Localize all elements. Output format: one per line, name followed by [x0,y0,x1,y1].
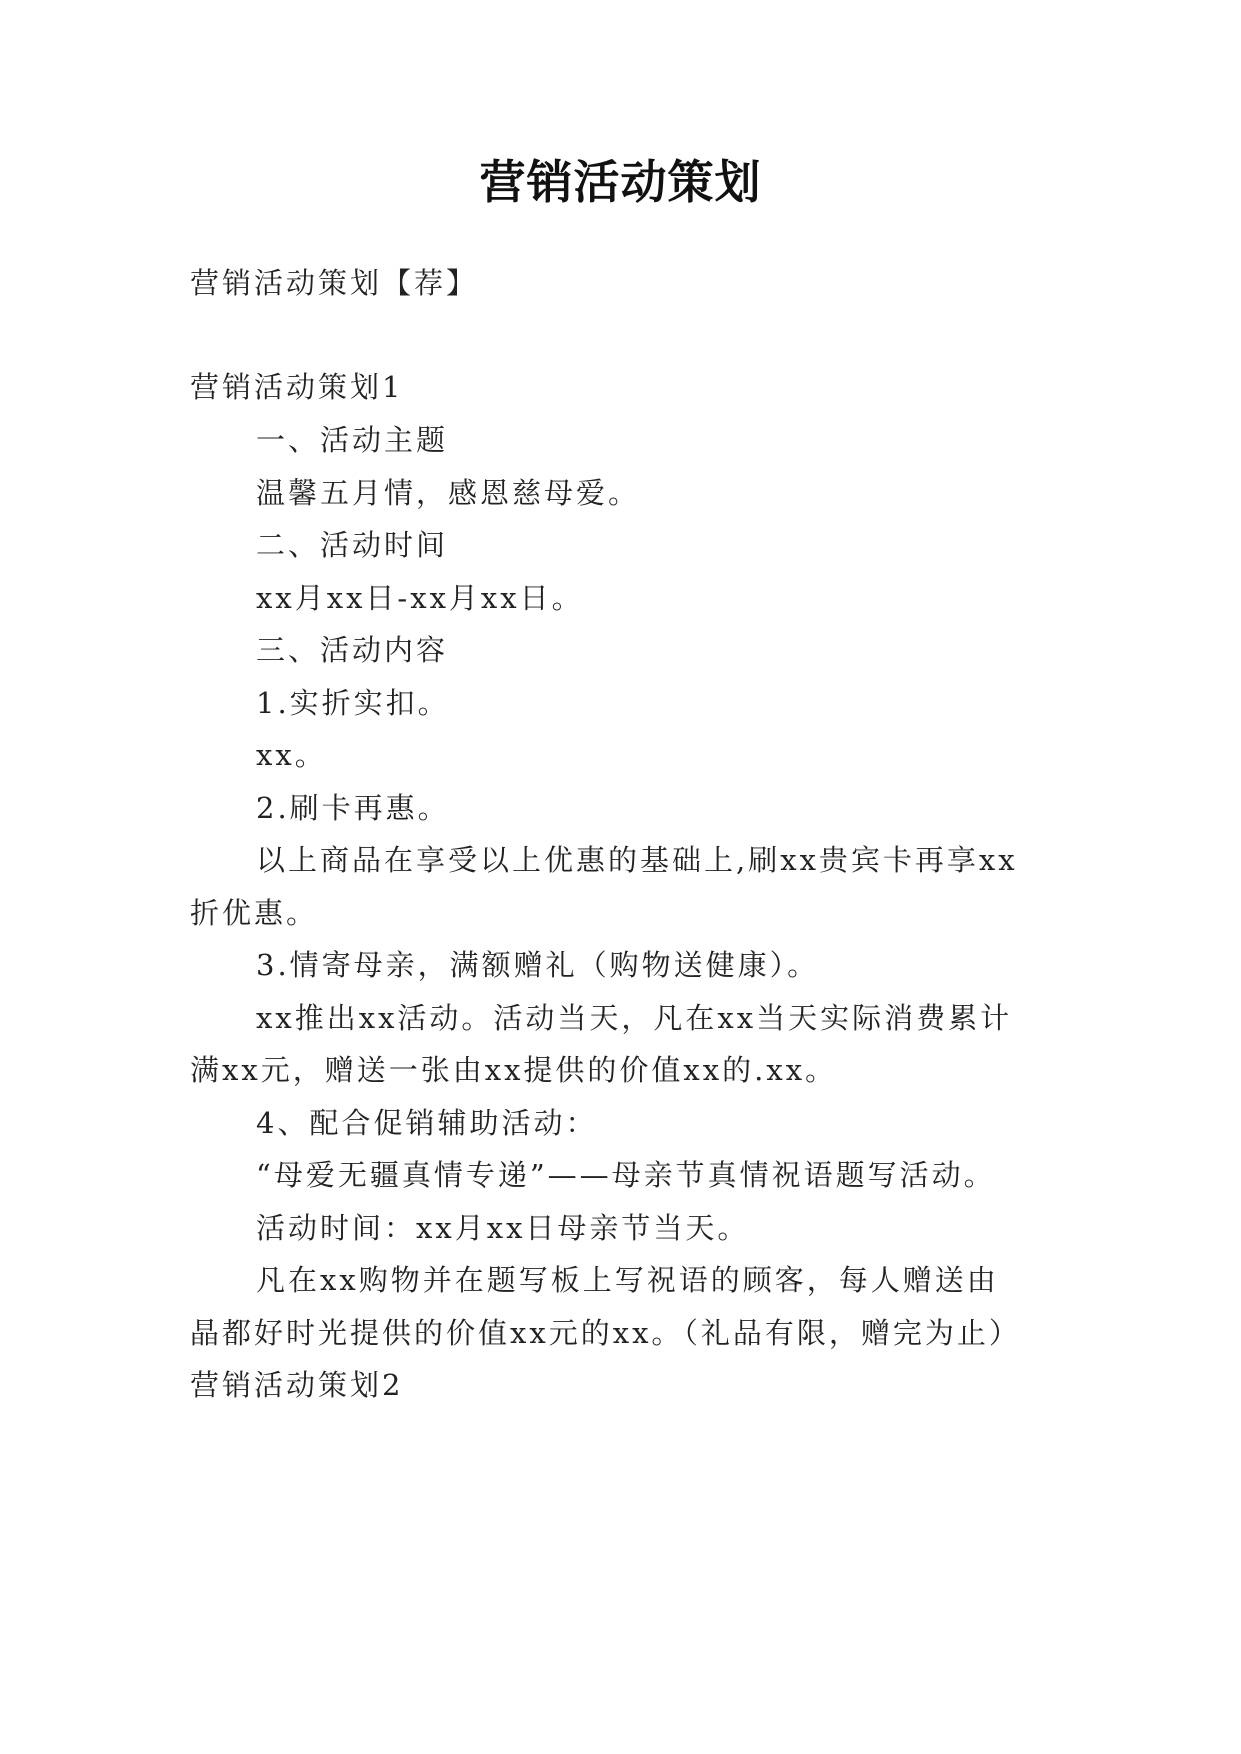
paragraph-line: 活动时间：xx月xx日母亲节当天。 [256,1211,750,1245]
paragraph-line: 1.实折实扣。 [256,686,450,720]
paragraph-line: 以上商品在享受以上优惠的基础上,刷xx贵宾卡再享xx [256,843,1018,877]
document-subtitle: 营销活动策划【荐】 [190,266,479,300]
paragraph-line: xx月xx日-xx月xx日。 [256,581,584,615]
paragraph-line: 满xx元，赠送一张由xx提供的价值xx的.xx。 [190,1053,838,1087]
paragraph-line: 凡在xx购物并在题写板上写祝语的顾客，每人赠送由 [256,1263,999,1297]
paragraph-line: 4、配合促销辅助活动： [256,1106,598,1140]
paragraph-line: xx推出xx活动。活动当天，凡在xx当天实际消费累计 [256,1001,1013,1035]
paragraph-line: 2.刷卡再惠。 [256,791,450,825]
document-title: 营销活动策划 [479,155,762,209]
paragraph-line: 二、活动时间 [256,528,449,562]
paragraph-line: xx。 [256,738,327,772]
paragraph-line: 折优惠。 [190,896,319,930]
paragraph-line: 温馨五月情，感恩慈母爱。 [256,476,641,510]
paragraph-line: 晶都好时光提供的价值xx元的xx。（礼品有限，赠完为止） [190,1316,1021,1350]
section-heading: 营销活动策划1 [190,370,404,404]
paragraph-line: 一、活动主题 [256,423,449,457]
section-heading: 营销活动策划2 [190,1368,404,1402]
paragraph-line: 三、活动内容 [256,633,449,667]
paragraph-line: 3.情寄母亲，满额赠礼（购物送健康）。 [256,948,820,982]
paragraph-line: “母爱无疆真情专递”——母亲节真情祝语题写活动。 [256,1158,996,1192]
